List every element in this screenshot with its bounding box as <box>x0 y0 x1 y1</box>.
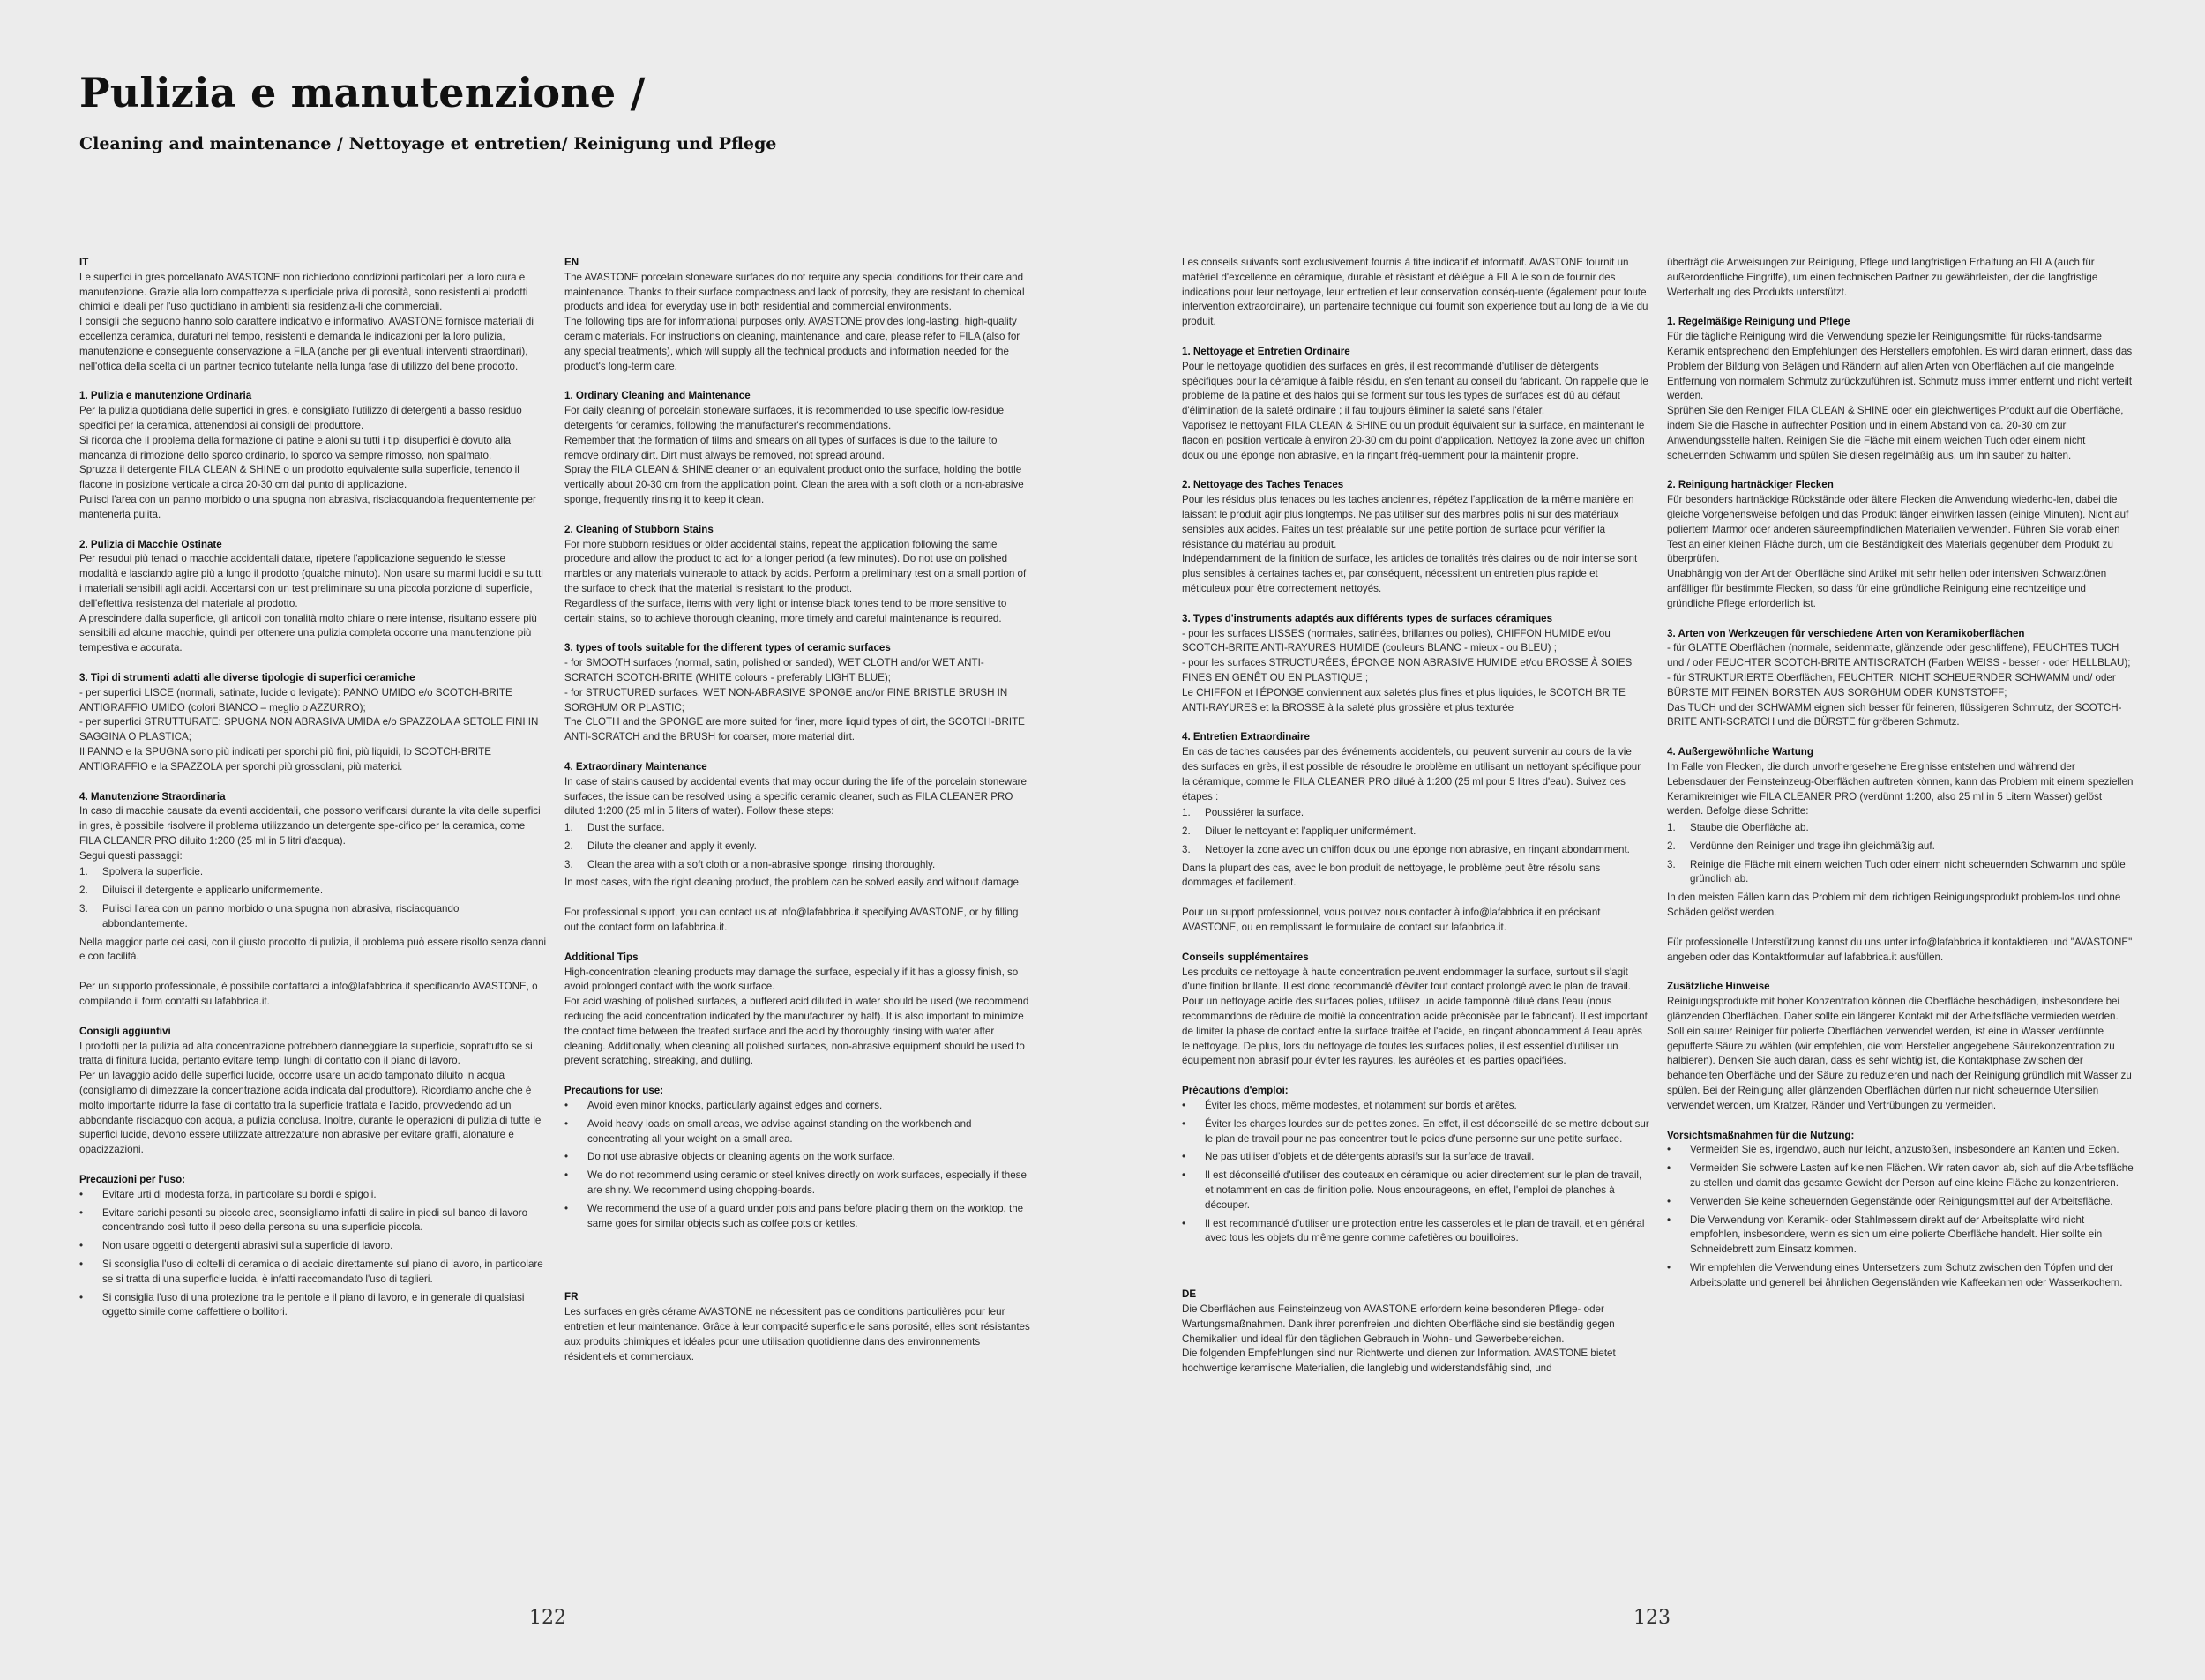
list-item: • Éviter les charges lourdes sur de petites zones. En effet, il est déconseillé de se mettre debout sur le plan de travail pour ne pas concentrer tout le poids d'une personne sur une petite surface. <box>1182 1117 1649 1145</box>
list-item: • Die Verwendung von Keramik- oder Stahlmessern direkt auf der Arbeitsplatte wird nicht empfohlen, insbesondere, wenn es sich um eine polierte Oberfläche handelt. Hier sollte ein Schneidebrett zum Einsatz kommen. <box>1667 1213 2103 1256</box>
page-title: Pulizia e manutenzione / <box>79 69 646 116</box>
fr-support-text: Pour un support professionnel, vous pouvez nous contacter à info@lafabbrica.it en précisant AVASTONE, ou en remplissant le formulaire de contact sur lafabbrica.it. <box>1182 907 1601 934</box>
de-section-4-heading: 4. Außergewöhnliche Wartung <box>1667 746 1813 758</box>
language-label-it: IT <box>79 257 89 268</box>
fr-steps-list <box>1182 806 1649 857</box>
list-item: 1. Spolvera la superficie. <box>79 866 204 878</box>
de-section-3 <box>1667 627 2134 731</box>
it-section-4-text: In caso di macchie causate da eventi accidentali, che possono verificarsi durante la vita delle superfici in gres, è possibile risolvere il problema utilizzando un detergente spe-cifico per la ceramica, come FILA CLEANER PRO diluito 1:200 (25 ml in 5 litri d'acqua). Segui questi passaggi: <box>79 805 541 862</box>
en-precautions-heading: Precautions for use: <box>564 1085 664 1097</box>
list-item: • Il est déconseillé d'utiliser des couteaux en céramique ou acier directement sur le plan de travail, et notamment en cas de finition polie. Nous encourageons, en effet, l'emploi de planches à découper. <box>1182 1169 1642 1211</box>
en-section-3-heading: 3. types of tools suitable for the different types of ceramic surfaces <box>564 642 891 654</box>
list-item: • Ne pas utiliser d'objets et de détergents abrasifs sur la surface de travail. <box>1182 1151 1535 1163</box>
de-support-text: Für professionelle Unterstützung kannst du uns unter info@lafabbrica.it kontaktieren und "AVASTONE" angeben oder das Kontaktformular auf lafabbrica.it ausfüllen. <box>1667 936 2133 963</box>
page-subtitle: Cleaning and maintenance / Nettoyage et entretien/ Reinigung und Pflege <box>79 134 777 153</box>
en-section-4-after: In most cases, with the right cleaning product, the problem can be solved easily and without damage. <box>564 877 1022 889</box>
fr-section-4 <box>1182 730 1649 804</box>
list-item: 2. Dilute the cleaner and apply it evenly. <box>564 840 757 852</box>
list-item: • Vermeiden Sie es, irgendwo, auch nur leicht, anzustoßen, insbesondere an Kanten und Ecken. <box>1667 1144 2119 1156</box>
list-item: • Éviter les chocs, même modestes, et notamment sur bords et arêtes. <box>1182 1100 1517 1112</box>
list-item: • Wir empfehlen die Verwendung eines Untersetzers zum Schutz zwischen den Töpfen und der Arbeitsplatte und generell bei ähnlichen Gegenständen wie Kaffeekannen oder Wasserkochern. <box>1667 1262 2123 1288</box>
english-column <box>564 256 1032 1570</box>
it-precautions-heading: Precauzioni per l'uso: <box>79 1174 186 1186</box>
fr-extra-heading: Conseils supplémentaires <box>1182 951 1309 963</box>
en-intro-1: The AVASTONE porcelain stoneware surfaces do not require any special conditions for their care and maintenance. Thanks to their surface compactness and lack of porosity, they are resistant to chemical products and ideal for everyday use in both residential and commercial environments. <box>564 271 1025 313</box>
en-section-1-heading: 1. Ordinary Cleaning and Maintenance <box>564 390 751 402</box>
page-number-left: 122 <box>529 1607 566 1629</box>
italian-column <box>79 256 547 1570</box>
german-column <box>1667 256 2134 1570</box>
fr-section-4-heading: 4. Entretien Extraordinaire <box>1182 731 1310 743</box>
it-section-1-heading: 1. Pulizia e manutenzione Ordinaria <box>79 390 252 402</box>
it-section-3-text: - per superfici LISCE (normali, satinate, lucide o levigate): PANNO UMIDO e/o SCOTCH-BRITE ANTIGRAFFIO UMIDO (colori BIANCO – meglio o AZZURRO); - per superfici STRUTTURATE: SPUGNA NON ABRASIVA UMIDA e/o SPAZZOLA A SETOLE FINI IN SAGGINA O PLASTICA; Il PANNO e la SPUGNA sono più indicati per sporchi più fini, più liquidi, lo SCOTCH-BRITE ANTIGRAFFIO e la SPAZZOLA per sporchi più grossolani, più materici. <box>79 686 539 773</box>
it-section-1-text: Per la pulizia quotidiana delle superfici in gres, è consigliato l'utilizzo di detergenti a basso residuo specifici per la ceramica, attenendosi ai consigli del produttore. Si ricorda che il problema della formazione di patine e aloni su tutti i tipi disuperfici è dovuto alla mancanza di rimozione dello sporco ordinario, lo sporco va sempre rimosso, non spalmato. Spruzza il detergente FILA CLEAN & SHINE o un prodotto equivalente sulla superficie, tenendo il flacone in posizione verticale a circa 20-30 cm dal punto di applicazione. Pulisci l'area con un panno morbido o una spugna non abrasiva, risciacquandola frequentemente per mantenerla pulita. <box>79 405 536 520</box>
list-item: • Si sconsiglia l'uso di coltelli di ceramica o di acciaio direttamente sul piano di lavoro, in particolare se si tratta di una superficie lucida, è infatti raccomandato l'uso di taglieri. <box>79 1258 543 1285</box>
page-number-right: 123 <box>1633 1607 1671 1629</box>
de-section-1-heading: 1. Regelmäßige Reinigung und Pflege <box>1667 316 1850 328</box>
de-section-1 <box>1667 315 2134 463</box>
list-item: 3. Pulisci l'area con un panno morbido o una spugna non abrasiva, risciacquando abbondantemente. <box>79 903 460 930</box>
fr-section-4-text: En cas de taches causées par des événements accidentels, qui peuvent survenir au cours de la vie des surfaces en grès, il est possible de résoudre le problème en utilisant un nettoyant spécifique pour la céramique, comme le FILA CLEANER PRO dilué à 1:200 (25 ml pour 5 litres d'eau). Suivez ces étapes : <box>1182 746 1641 803</box>
de-precautions-list <box>1667 1143 2134 1290</box>
fr-intro-1: Les surfaces en grès cérame AVASTONE ne nécessitent pas de conditions particulières pour leur entretien et leur maintenance. Grâce à leur compacité superficielle sans porosité, elles sont résistantes aux produits chimiques et idéales pour une utilisation quotidienne dans des environnements résidentiels et commerciaux. <box>564 1306 1030 1363</box>
de-section-3-text: - für GLATTE Oberflächen (normale, seidenmatte, glänzende oder geschliffene), FEUCHTES TUCH und / oder FEUCHTER SCOTCH-BRITE ANTISCRATCH (Farben WEISS - besser - oder HELLBLAU); - für STRUKTURIERTE Oberflächen, FEUCHTER, NICHT SCHEUERNDER SCHWAMM und/ oder BÜRSTE MIT FEINEN BORSTEN AUS SORGHUM ODER KUNSTSTOFF; Das TUCH und der SCHWAMM eignen sich besser für feineren, flüssigeren Schmutz, der SCOTCH-BRITE ANTI-SCRATCH und die BÜRSTE für gröberen Schmutz. <box>1667 642 2131 728</box>
en-section-1 <box>564 389 1032 507</box>
fr-section-1 <box>1182 345 1649 463</box>
it-extra-text: I prodotti per la pulizia ad alta concentrazione potrebbero danneggiare la superficie, soprattutto se si tratta di finitura lucida, pertanto evitare tempi lunghi di contatto con il piano di lavoro. Per un lavaggio acido delle superfici lucide, occorre usare un acido tamponato diluito in acqua (consigliamo di dimezzare la concentrazione acida indicata dal produttore). Ricordiamo anche che è molto importante ridurre la fase di contatto tra la superficie trattata e l'acido, provvedendo ad un abbondante risciacquo con acqua, a pulizia conclusa. Inoltre, durante le operazioni di pulizia di tutte le superfici lucide, devono essere utilizzate attrezzature non abrasive per evitare graffi, alonature e opacizzazioni. <box>79 1040 542 1156</box>
en-steps-list <box>564 821 1032 872</box>
list-item: 3. Reinige die Fläche mit einem weichen Tuch oder einem nicht scheuernden Schwamm und spüle gründlich ab. <box>1667 858 2126 885</box>
list-item: • Vermeiden Sie schwere Lasten auf kleinen Flächen. Wir raten davon ab, sich auf die Arbeitsfläche zu stellen und damit das gesamte Gewicht der Person auf eine kleine Fläche zu konzentrieren. <box>1667 1162 2134 1190</box>
fr-section-3 <box>1182 612 1649 716</box>
list-item: 3. Clean the area with a soft cloth or a non-abrasive sponge, rinsing thoroughly. <box>564 858 936 870</box>
list-item: • We do not recommend using ceramic or steel knives directly on work surfaces, especially if these are shiny. We recommend using chopping-boards. <box>564 1169 1027 1197</box>
it-section-3-heading: 3. Tipi di strumenti adatti alle diverse tipologie di superfici ceramiche <box>79 671 415 683</box>
de-section-4 <box>1667 745 2134 819</box>
it-section-2 <box>79 538 547 656</box>
de-intro-2: überträgt die Anweisungen zur Reinigung, Pflege und langfristigen Erhaltung an FILA (auch für außerordentliche Eingriffe), um einen technischen Partner zu gewährleisten, der die langfristige Werterhaltung des Produkts unterstützt. <box>1667 257 2098 298</box>
fr-section-1-heading: 1. Nettoyage et Entretien Ordinaire <box>1182 345 1350 357</box>
list-item: • Evitare urti di modesta forza, in particolare su bordi e spigoli. <box>79 1188 377 1200</box>
it-section-4 <box>79 790 547 864</box>
fr-section-3-heading: 3. Types d'instruments adaptés aux différents types de surfaces céramiques <box>1182 612 1553 624</box>
it-support-text: Per un supporto professionale, è possibile contattarci a info@lafabbrica.it specificando AVASTONE, o compilando il form contatti su lafabbrica.it. <box>79 981 538 1008</box>
fr-precautions-list <box>1182 1099 1649 1246</box>
de-precautions-heading: Vorsichtsmaßnahmen für die Nutzung: <box>1667 1129 1855 1141</box>
en-section-4 <box>564 760 1032 819</box>
de-intro-1: Die Oberflächen aus Feinsteinzeug von AVASTONE erfordern keine besonderen Pflege- oder Wartungsmaßnahmen. Dank ihrer porenfreien und dichten Oberfläche sind sie beständig gegen Chemikalien und ideal für den täglichen Gebrauch in Wohn- und Gewerbebereichen. Die folgenden Empfehlungen sind nur Richtwerte und dienen zur Information. AVASTONE bietet hochwertige keramische Materialien, die langlebig und widerstandsfähig sind, und <box>1182 1303 1616 1375</box>
list-item: 1. Staube die Oberfläche ab. <box>1667 822 1809 834</box>
fr-section-2-heading: 2. Nettoyage des Taches Tenaces <box>1182 479 1344 491</box>
en-intro-2: The following tips are for informational purposes only. AVASTONE provides long-lasting, high-quality ceramic materials. For instructions on cleaning, maintenance, and care, please refer to FILA (also for any special treatments), which will supply all the technical products and information needed for the product's long-term care. <box>564 316 1020 372</box>
list-item: • Do not use abrasive objects or cleaning agents on the work surface. <box>564 1151 895 1163</box>
en-section-1-text: For daily cleaning of porcelain stoneware surfaces, it is recommended to use specific low-residue detergents for ceramics, following the manufacturer's recommendations. Remember that the formation of films and smears on all types of surfaces is due to the failure to remove ordinary dirt. Dirt must always be removed, not spread around. Spray the FILA CLEAN & SHINE cleaner or an equivalent product onto the surface, holding the bottle vertically about 20-30 cm from the application point. Clean the area with a soft cloth or a non-abrasive sponge, frequently rinsing it to keep it clean. <box>564 405 1024 505</box>
list-item: • Verwenden Sie keine scheuernden Gegenstände oder Reinigungsmittel auf der Arbeitsfläche. <box>1667 1195 2113 1207</box>
de-section-4-after: In den meisten Fällen kann das Problem mit dem richtigen Reinigungsprodukt problem-los und ohne Schäden gelöst werden. <box>1667 892 2121 919</box>
it-section-1 <box>79 389 547 522</box>
it-section-3 <box>79 671 547 775</box>
language-label-en: EN <box>564 257 579 268</box>
list-item: • Il est recommandé d'utiliser une protection entre les casseroles et le plan de travail, et en général avec tous les objets du même genre comme cafetières ou bouilloires. <box>1182 1217 1645 1244</box>
fr-section-3-text: - pour les surfaces LISSES (normales, satinées, brillantes ou polies), CHIFFON HUMIDE et/ou SCOTCH-BRITE ANTI-RAYURES HUMIDE (couleurs BLANC - mieux - ou BLEU) ; - pour les surfaces STRUCTURÉES, ÉPONGE NON ABRASIVE HUMIDE et/ou BROSSE À SOIES FINES EN GENÊT OU EN PLASTIQUE ; Le CHIFFON et l'ÉPONGE conviennent aux saletés plus fines et plus liquides, le SCOTCH BRITE ANTI-RAYURES et la BROSSE à la saleté plus grossière et plus texturée <box>1182 627 1633 713</box>
fr-intro-2: Les conseils suivants sont exclusivement fournis à titre indicatif et informatif. AVASTONE fournit un matériel d'excellence en céramique, durable et résistant et délègue à FILA le soin de fournir des indications pour leur nettoyage, leur entretien et leur conservation conséq-uente (également pour toute intervention extraordinaire), un partenaire technique qui fournit son expérience tout au long de la vie du produit. <box>1182 257 1648 328</box>
list-item: • Evitare carichi pesanti su piccole aree, sconsigliamo infatti di salire in piedi sul banco di lavoro concentrando così tutto il peso della persona su una superficie piccola. <box>79 1206 528 1234</box>
fr-precautions-heading: Précautions d'emploi: <box>1182 1085 1289 1097</box>
de-extra-heading: Zusätzliche Hinweise <box>1667 981 1770 993</box>
it-section-4-heading: 4. Manutenzione Straordinaria <box>79 790 226 803</box>
de-extra-tips <box>1667 980 2134 1113</box>
fr-section-1-text: Pour le nettoyage quotidien des surfaces en grès, il est recommandé d'utiliser de détergents spécifiques pour la céramique à faible résidu, en s'en tenant au conseil du fabricant. On rappelle que le problème de la patine et des halos qui se forment sur tous les types de surfaces est dû au défaut d'élimination de la saleté ordinaire ; il fau toujours éliminer la saleté sans l'étaler. Vaporisez le nettoyant FILA CLEAN & SHINE ou un produit équivalent sur la surface, en maintenant le flacon en position verticale à environ 20-30 cm du point d'application. Nettoyez la zone avec un chiffon doux ou une éponge non abrasive, en la rinçant fréq-uemment pour la maintenir propre. <box>1182 360 1648 461</box>
list-item: 2. Diluisci il detergente e applicarlo uniformemente. <box>79 885 324 897</box>
de-steps-list <box>1667 821 2134 887</box>
de-section-4-text: Im Falle von Flecken, die durch unvorhergesehene Ereignisse entstehen und während der Lebensdauer der Feinsteinzeug-Oberflächen auftreten können, kann das Problem mit einem speziellen Keramikreiniger wie FILA CLEANER PRO (verdünnt 1:200, also 25 ml in 5 Litern Wasser) gelöst werden. Befolge diese Schritte: <box>1667 760 2134 818</box>
list-item: 2. Verdünne den Reiniger und trage ihn gleichmäßig auf. <box>1667 840 1935 852</box>
fr-extra-tips <box>1182 951 1649 1069</box>
fr-section-2 <box>1182 478 1649 596</box>
fr-section-2-text: Pour les résidus plus tenaces ou les taches anciennes, répétez l'application de la même manière en laissant le produit agir plus longtemps. Ne pas utiliser sur des marbres polis ni sur des matériaux sensibles aux acides. Faites un test préalable sur une petite portion de surface pour vérifier la résistance du matériau au produit. Indépendamment de la finition de surface, les articles de tonalités très claires ou de noir intense sont plus sensibles à certaines taches et, par conséquent, nécessitent un entretien plus rapide et méticuleux pour être correctement nettoyés. <box>1182 494 1638 594</box>
it-precautions-list <box>79 1188 547 1320</box>
en-section-2-heading: 2. Cleaning of Stubborn Stains <box>564 523 714 535</box>
it-intro-2: I consigli che seguono hanno solo carattere indicativo e informativo. AVASTONE fornisce materiali di eccellenza ceramica, duraturi nel tempo, resistenti e demanda le indicazioni per la loro pulizia, manutenzione e conseguente conservazione a FILA (anche per gli eventuali interventi straordinari), nell'ottica della scelta di un partner tecnico tutelante nella lunga fase di utilizzo del bene prodotto. <box>79 316 534 372</box>
de-section-2-heading: 2. Reinigung hartnäckiger Flecken <box>1667 479 1834 491</box>
en-extra-heading: Additional Tips <box>564 951 639 963</box>
it-intro-1: Le superfici in gres porcellanato AVASTONE non richiedono condizioni particolari per la loro cura e manutenzione. Grazie alla loro compattezza superficiale priva di porosità, sono resistenti ai prodotti chimici e ideali per l'uso quotidiano in ambienti sia residenzia-li che commerciali. <box>79 271 528 313</box>
it-steps-list <box>79 865 547 931</box>
en-extra-text: High-concentration cleaning products may damage the surface, especially if it has a glossy finish, so avoid prolonged contact with the work surface. For acid washing of polished surfaces, a buffered acid diluted in water should be used (we recommend reducing the acid concentration indicated by the manufacturer by half). It is also important to minimize the contact time between the treated surface and the acid by thoroughly rinsing with water after cleaning. Additionally, when cleaning all polished surfaces, non-abrasive equipment should be used to prevent scratching, streaking, and dulling. <box>564 966 1029 1067</box>
en-precautions-list <box>564 1099 1032 1231</box>
list-item: • We recommend the use of a guard under pots and pans before placing them on the worktop, the same goes for similar objects such as coffee pots or kettles. <box>564 1202 1024 1229</box>
list-item: 3. Nettoyer la zone avec un chiffon doux ou une éponge non abrasive, en rinçant abondamment. <box>1182 843 1630 855</box>
de-extra-text: Reinigungsprodukte mit hoher Konzentration können die Oberfläche beschädigen, insbesondere bei glänzenden Oberflächen. Daher sollte ein längerer Kontakt mit der Arbeitsfläche vermieden werden. Soll ein saurer Reiniger für polierte Oberflächen verwendet werden, ist eine in Wasser verdünnte gepufferte Säure zu wählen (wir empfehlen, die vom Hersteller angegebene Säurekonzentration zu halbieren). Denken Sie auch daran, dass es sehr wichtig ist, die Kontaktphase zwischen der behandelten Oberfläche und der Säure zu reduzieren und nach der Reinigung gründlich mit Wasser zu spülen. Bei der Reinigung aller glänzenden Oberflächen dürfen nur nicht scheuernde Utensilien verwendet werden, um Kratzer, Ränder und Vertrübungen zu vermeiden. <box>1667 996 2132 1111</box>
list-item: 2. Diluer le nettoyant et l'appliquer uniformément. <box>1182 825 1416 838</box>
de-section-2-text: Für besonders hartnäckige Rückstände oder ältere Flecken die Anwendung wiederho-len, dabei die gleiche Vorgehensweise befolgen und das Produkt länger einwirken lassen (einige Minuten). Nicht auf poliertem Marmor oder anderen säureempfindlichen Materialien verwenden. Führen Sie vorab einen Test an einer kleinen Fläche durch, um die Beständigkeit des Materials gegenüber dem Produkt zu überprüfen. Unabhängig von der Art der Oberfläche sind Artikel mit sehr hellen oder intensiven Schwarztönen anfälliger für bestimmte Flecken, so dass für eine gründliche Reinigung eine rechtzeitige und gründliche Pflege erforderlich ist. <box>1667 494 2129 609</box>
de-section-2 <box>1667 478 2134 611</box>
list-item: • Si consiglia l'uso di una protezione tra le pentole e il piano di lavoro, e in generale di qualsiasi oggetto simile come caffettiere o bollitori. <box>79 1291 525 1318</box>
de-section-3-heading: 3. Arten von Werkzeugen für verschiedene Arten von Keramikoberflächen <box>1667 627 2025 639</box>
it-section-2-text: Per resudui più tenaci o macchie accidentali datate, ripetere l'applicazione seguendo le stesse modalità e lasciando agire più a lungo il prodotto (qualche minuto). Non usare su marmi lucidi e su tutti i materiali sensibili agli acidi. Accertarsi con un test preliminare su una piccola porzione di superficie, dell'effettiva resistenza del materiale al prodotto. A prescindere dalla superficie, gli articoli con tonalità molto chiare o nere intense, risultano essere più sensibili ad alcune macchie, quindi per ottenere una pulizia completa occorre una manutenzione più tempestiva e accurata. <box>79 553 543 654</box>
list-item: 1. Poussiérer la surface. <box>1182 807 1304 819</box>
it-extra-tips <box>79 1025 547 1158</box>
language-label-de: DE <box>1182 1288 1197 1301</box>
list-item: • Avoid heavy loads on small areas, we advise against standing on the workbench and concentrating all your weight on a small area. <box>564 1117 972 1145</box>
en-section-3 <box>564 641 1032 745</box>
french-column <box>1182 256 1649 1570</box>
it-section-2-heading: 2. Pulizia di Macchie Ostinate <box>79 538 222 550</box>
en-section-2 <box>564 523 1032 627</box>
list-item: • Non usare oggetti o detergenti abrasivi sulla superficie di lavoro. <box>79 1240 393 1252</box>
en-extra-tips <box>564 951 1032 1069</box>
en-section-2-text: For more stubborn residues or older accidental stains, repeat the application following the same procedure and allow the product to act for a longer period (a few minutes). Do not use on polished marbles or any materials vulnerable to attack by acids. Perform a preliminary test on a small portion of the surface to check that the material is resistant to the product. Regardless of the surface, items with very light or intense black tones tend to be more sensitive to certain stains, so to achieve thorough cleaning, more timely and careful maintenance is required. <box>564 538 1027 624</box>
fr-section-4-after: Dans la plupart des cas, avec le bon produit de nettoyage, le problème peut être résolu sans dommages et facilement. <box>1182 862 1601 889</box>
en-section-4-heading: 4. Extraordinary Maintenance <box>564 760 707 773</box>
en-section-3-text: - for SMOOTH surfaces (normal, satin, polished or sanded), WET CLOTH and/or WET ANTI-SCRATCH SCOTCH-BRITE (WHITE colours - preferably LIGHT BLUE); - for STRUCTURED surfaces, WET NON-ABRASIVE SPONGE and/or FINE BRISTLE BRUSH IN SORGHUM OR PLASTIC; The CLOTH and the SPONGE are more suited for finer, more liquid types of dirt, the SCOTCH-BRITE ANTI-SCRATCH and the BRUSH for coarser, more material dirt. <box>564 657 1025 743</box>
de-section-1-text: Für die tägliche Reinigung wird die Verwendung spezieller Reinigungsmittel für rücks-tandsarme Keramik entsprechend den Empfehlungen des Herstellers empfohlen. Es wird daran erinnert, dass das Problem der Bildung von Belägen und Rändern auf allen Arten von Oberflächen auf die mangelnde Entfernung von normalem Schmutz zurückzuführen ist. Schmutz muss immer entfernt und nicht verteilt werden. Sprühen Sie den Reiniger FILA CLEAN & SHINE oder ein gleichwertiges Produkt auf die Oberfläche, indem Sie die Flasche in aufrechter Position und in einem Abstand von ca. 20-30 cm zur Anwendungsstelle halten. Reinigen Sie die Fläche mit einem weichen Tuch oder einem nicht scheuernden Schwamm und spülen Sie diesen regelmäßig aus, um ihn sauber zu halten. <box>1667 331 2133 461</box>
fr-extra-text: Les produits de nettoyage à haute concentration peuvent endommager la surface, surtout s'il s'agit d'une finition brillante. Il est donc recommandé d'éviter tout contact prolongé avec le plan de travail. Pour un nettoyage acide des surfaces polies, utilisez un acide tamponné dilué dans l'eau (nous recommandons de réduire de moitié la concentration acide préconisée par le fabricant). Il est important de limiter la phase de contact entre la surface traitée et l'acide, en rinçant abondamment à l'eau après le nettoyage. De plus, lors du nettoyage de toutes les surfaces polies, il est essentiel d'utiliser un équipement non abrasif pour éviter les rayures, les auréoles et les parties opacifiées. <box>1182 966 1648 1067</box>
it-section-4-after: Nella maggior parte dei casi, con il giusto prodotto di pulizia, il problema può essere risolto senza danni e con facilità. <box>79 936 547 963</box>
language-label-fr: FR <box>564 1291 579 1303</box>
list-item: • Avoid even minor knocks, particularly against edges and corners. <box>564 1100 883 1112</box>
en-section-4-text: In case of stains caused by accidental events that may occur during the life of the porcelain stoneware surfaces, the issue can be resolved using a specific ceramic cleaner, such as FILA CLEANER PRO diluted 1:200 (25 ml in 5 liters of water). Follow these steps: <box>564 775 1027 818</box>
it-extra-heading: Consigli aggiuntivi <box>79 1025 171 1037</box>
en-support-text: For professional support, you can contact us at info@lafabbrica.it specifying AVASTONE, or by filling out the contact form on lafabbrica.it. <box>564 907 1019 934</box>
list-item: 1. Dust the surface. <box>564 822 665 834</box>
